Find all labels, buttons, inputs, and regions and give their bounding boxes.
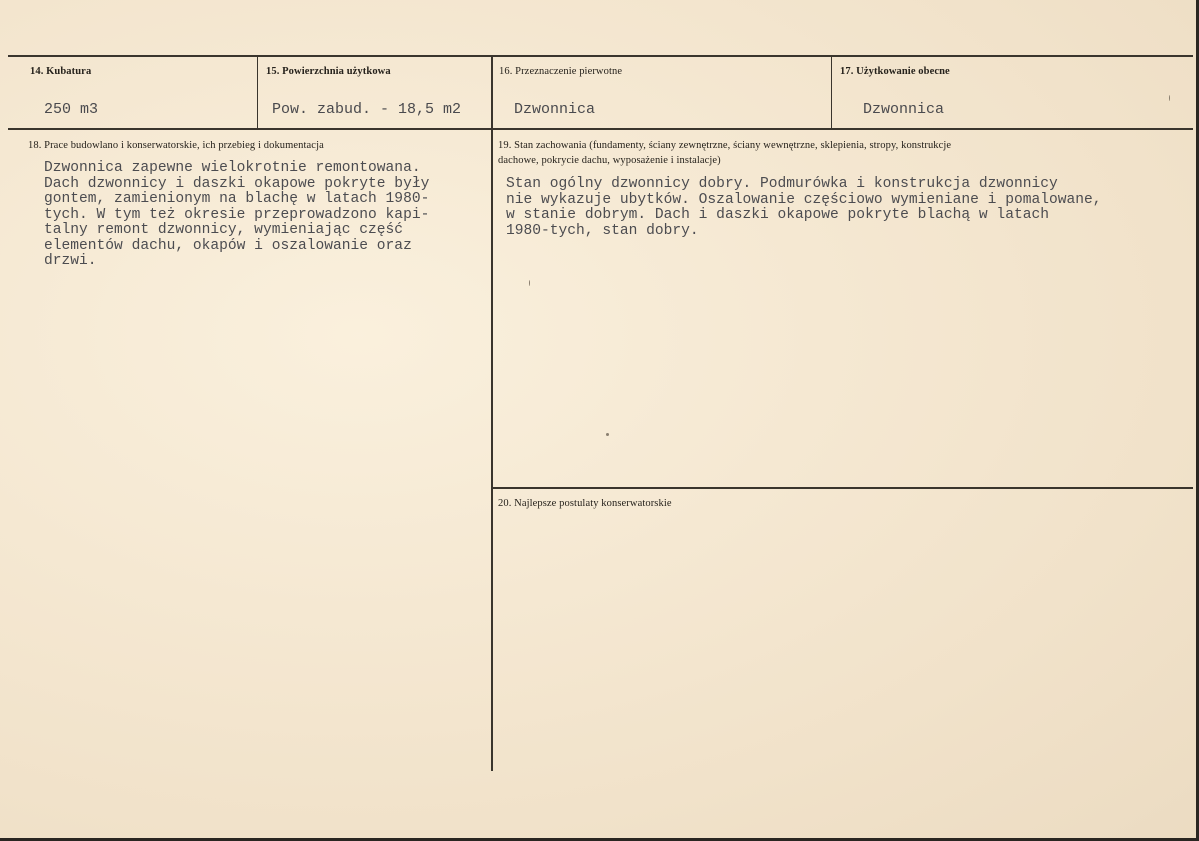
prace-label: 18. Prace budowlano i konserwatorskie, ich przebieg i dokumentacja — [28, 140, 324, 151]
przeznaczenie-value: Dzwonnica — [514, 101, 596, 118]
col-rule-2 — [491, 56, 493, 771]
przeznaczenie-label: 16. Przeznaczenie pierwotne — [499, 66, 623, 77]
stan-line: nie wykazuje ubytków. Oszalowanie częściowo wymieniane i pomalowane, — [506, 191, 1102, 208]
prace-line: talny remont dzwonnicy, wymieniając część — [44, 222, 404, 238]
uzytkowanie-value: Dzwonnica — [863, 101, 945, 118]
stan-line: 1980-tych, stan dobry. — [506, 222, 699, 239]
stan-label-line2: dachowe, pokrycie dachu, wyposażenie i instalacje) — [498, 155, 721, 166]
kubatura-label: 14. Kubatura — [30, 66, 92, 77]
prace-line: Dach dzwonnicy i daszki okapowe pokryte były — [44, 175, 430, 192]
prace-line: tych. W tym też okresie przeprowadzono kapi- — [44, 206, 430, 223]
prace-line: Dzwonnica zapewne wielokrotnie remontowana. — [44, 160, 421, 176]
col-rule-1 — [257, 56, 258, 129]
prace-text — [44, 161, 429, 270]
paper-speck — [1169, 95, 1170, 101]
prace-line: gontem, zamienionym na blachę w latach 1980- — [44, 191, 430, 207]
section-19-20-rule — [491, 487, 1193, 489]
stan-line: w stanie dobrym. Dach i daszki okapowe pokryte blachą w latach — [506, 207, 1049, 223]
kubatura-value: 250 m3 — [44, 101, 99, 118]
stan-text — [506, 177, 1102, 239]
powierzchnia-label: 15. Powierzchnia użytkowa — [266, 66, 391, 77]
paper-speck — [606, 433, 609, 436]
stan-line: Stan ogólny dzwonnicy dobry. Podmurówka i konstrukcja dzwonnicy — [506, 176, 1058, 192]
paper-speck — [529, 280, 530, 286]
col-rule-3 — [831, 56, 832, 129]
top-rule — [8, 55, 1193, 57]
postulaty-label: 20. Najlepsze postulaty konserwatorskie — [498, 498, 672, 509]
row-rule — [8, 128, 1193, 130]
prace-line: elementów dachu, okapów i oszalowanie oraz — [44, 237, 412, 254]
powierzchnia-value: Pow. zabud. - 18,5 m2 — [272, 101, 462, 118]
stan-label-line1: 19. Stan zachowania (fundamenty, ściany zewnętrzne, ściany wewnętrzne, sklepienia, stropy, konstrukcje — [498, 140, 952, 151]
prace-line: drzwi. — [44, 253, 97, 269]
uzytkowanie-label: 17. Użytkowanie obecne — [840, 66, 950, 77]
